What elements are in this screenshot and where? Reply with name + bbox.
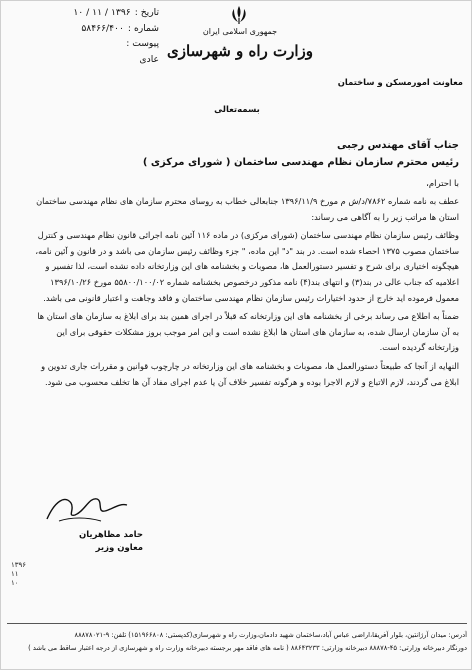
- body-paragraph: عطف به نامه شماره ۷۸۶۲/د/ش م مورخ ۱۳۹۶/۱۱/۹ جنابعالی خطاب به روسای محترم سازمان های نظام مهندسی ساختمان استان ها مراتب زیر را به آگاهی می رساند:: [36, 196, 459, 222]
- republic-title: جمهوری اسلامی ایران: [202, 27, 278, 36]
- footer-divider: [7, 623, 467, 624]
- handwritten-signature: [41, 481, 131, 531]
- addressee-line-2: رئیس محترم سازمان نظام مهندسی ساختمان ( شورای مرکزی ): [142, 157, 459, 168]
- footer-address: آدرس: میدان آرژانتین، بلوار آفریقا،اراضی عباس آباد،ساختمان شهید دادمان،وزارت راه و شهرسازی(کدپستی: ۱۵۱۹۶۶۸۰۸) تلفن: ۹-۸۸۸۷۸۰۲۱: [74, 631, 467, 639]
- signatory-title: معاون وزیر: [95, 543, 143, 553]
- signatory-name: حامد مظاهریان: [78, 530, 143, 540]
- letter-meta: [9, 5, 159, 67]
- number-label: شماره :: [127, 22, 159, 34]
- ministry-title: وزارت راه و شهرسازی: [166, 42, 314, 60]
- attachment-label: پیوست :: [126, 38, 159, 49]
- number-value: ۵۸۴۶۶/۴۰۰: [81, 22, 124, 34]
- addressee-line-1: جناب آقای مهندس رجبی: [336, 140, 459, 151]
- deputy-title: معاونت امورمسکن و ساختمان: [337, 77, 463, 87]
- body-paragraph: وظائف رئیس سازمان نظام مهندسی ساختمان (شورای مرکزی) در ماده ۱۱۶ آئین نامه اجرائی قانون نظام مهندسی و کنترل ساختمان مصوب ۱۳۷۵ احصاء شده است. در بند "د" این ماده، " جزء وظائف رئیس سازمان می باشد و در قانون و آئین نامه، هیچگونه اختیاری برای شرح و تفسیر دستورالعمل ها، مصوبات و بخشنامه های این وزارتخانه داده نشده است، لذا تفسیر و اعلامیه که جناب عالی در بند(۳) و انتهای بند(۴) نامه مذکور درخصوص بخشنامه شماره ۵۵۸۰۰/۱۰۰/۰۲ مورخ ۱۳۹۶/۱۰/۲۶ معمول فرموده اید خارج از حدود اختیارات رئیس سازمان نظام مهندسی ساختمان و فاقد وجاهت و اعتبار قانونی می باشد.: [35, 230, 459, 303]
- date-label: تاریخ :: [134, 7, 159, 18]
- body-paragraph: ضمناً به اطلاع می رساند برخی از بخشنامه های این وزارتخانه که قبلاً در اجرای همین بند برای ابلاغ به سازمان های استان ها به آن سازمان ارسال شده، به سازمان های استان ها ابلاغ نشده است و این امر موجب بروز مشکلات حقوقی برای این وزارتخانه گردیده است.: [37, 311, 459, 353]
- registration-stamp: [11, 561, 41, 611]
- date-value: ۱۳۹۶ / ۱۱ / ۱۰: [73, 7, 131, 18]
- iran-emblem-icon: [230, 5, 248, 25]
- greeting: با احترام،: [426, 179, 459, 189]
- classification-label: عادی: [139, 53, 159, 65]
- stamp-line: ۱۱: [11, 570, 19, 578]
- stamp-line: ۱۳۹۶: [11, 561, 27, 569]
- letter-body: [29, 194, 459, 393]
- bismillah: بسمه‌تعالی: [214, 105, 260, 115]
- body-paragraph: النهایه از آنجا که طبیعتاً دستورالعمل ها، مصوبات و بخشنامه های این وزارتخانه در چارچوب قوانین و مقررات جاری تدوین و ابلاغ می گردند، لازم الاتباع و لازم الاجرا بوده و هرگونه تفسیر خلاف آن یا عدم اجرای مفاد آن ها تخلف محسوب می شود.: [41, 360, 459, 387]
- footer-contact: دورنگار دبیرخانه وزارتی: ۴۵-۸۸۸۷۸ دبیرخانه وزارتی: ۸۸۶۴۳۲۳۳ ( نامه های فاقد مهر برجسته دبیرخانه وزارت راه و شهرسازی از درجه اعتبار ساقط می باشد ): [28, 644, 467, 652]
- stamp-line: ۱۰: [11, 579, 19, 587]
